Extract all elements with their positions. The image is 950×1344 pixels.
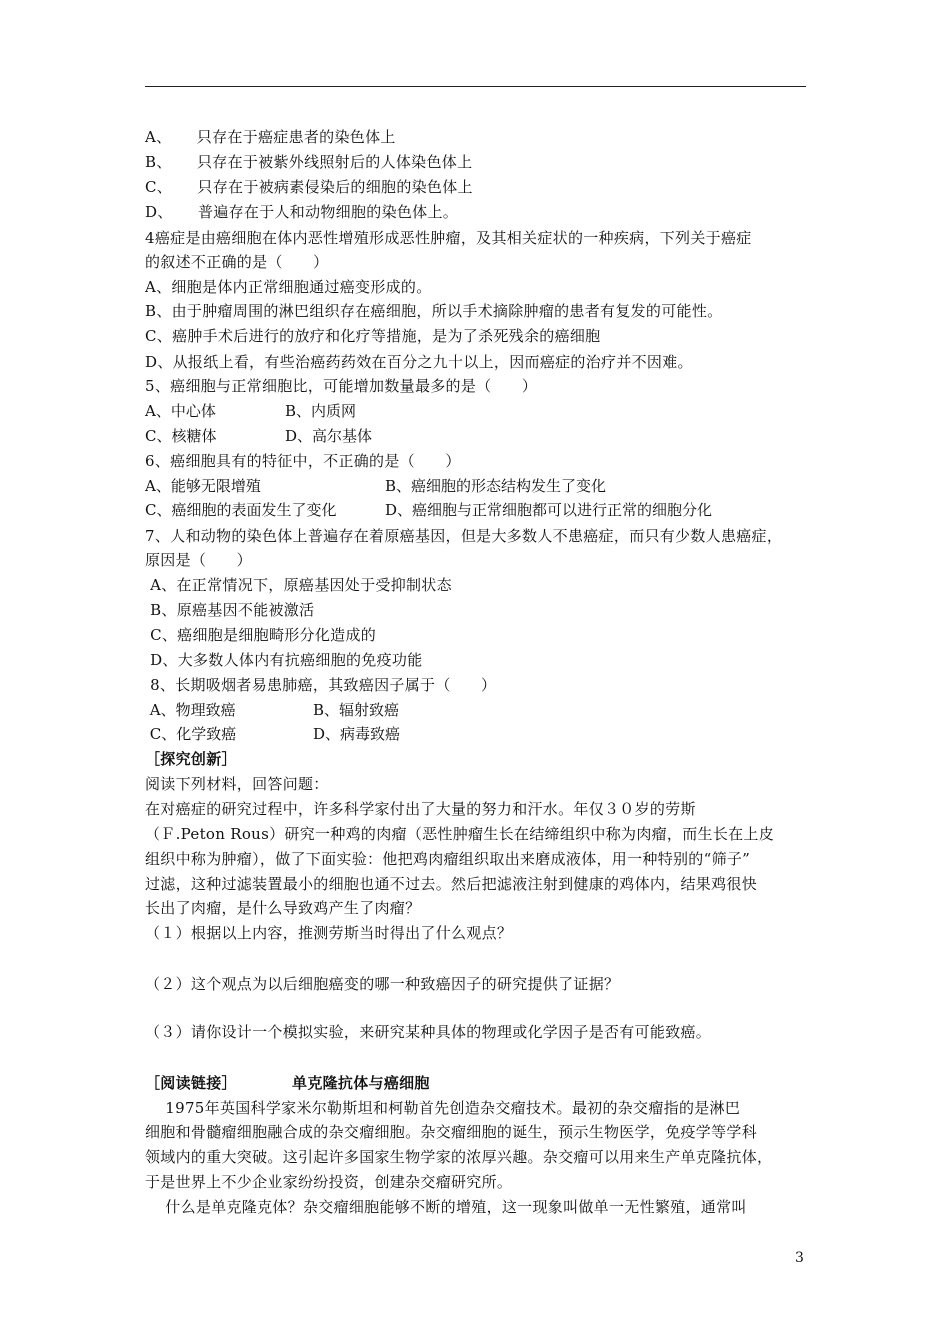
q5-option-b: B、内质网 (285, 402, 357, 420)
q4-option-b: B、由于肿瘤周围的淋巴组织存在癌细胞，所以手术摘除肿瘤的患者有复发的可能性。 (145, 302, 723, 320)
q8-option-c: C、化学致癌 (145, 725, 237, 743)
option-b: B、 只存在于被紫外线照射后的人体染色体上 (145, 153, 473, 171)
sub-question-2: （２）这个观点为以后细胞癌变的哪一种致癌因子的研究提供了证据？ (145, 975, 620, 993)
question-5: 5、癌细胞与正常细胞比，可能增加数量最多的是（ ） (145, 377, 538, 395)
q4-option-d: D、从报纸上看，有些治癌药药效在百分之九十以上，因而癌症的治疗并不因难。 (145, 353, 693, 371)
article-line-1: 1975年英国科学家米尔勒斯坦和柯勒首先创造杂交瘤技术。最初的杂交瘤指的是淋巴 (145, 1099, 741, 1117)
q7-option-c: C、癌细胞是细胞畸形分化造成的 (145, 626, 377, 644)
q7-option-a: A、在正常情况下，原癌基因处于受抑制状态 (145, 576, 452, 594)
article-line-3: 领域内的重大突破。这引起许多国家生物学家的浓厚兴趣。杂交瘤可以用来生产单克隆抗体， (145, 1148, 773, 1166)
q4-option-c: C、癌肿手术后进行的放疗和化疗等措施，是为了杀死残余的癌细胞 (145, 327, 601, 345)
q7-option-b: B、原癌基因不能被激活 (145, 601, 315, 619)
passage-line-2: （Ｆ.Peton Rous）研究一种鸡的肉瘤（恶性肿瘤生长在结缔组织中称为肉瘤，而生长在上皮 (145, 825, 775, 843)
reading-instruction: 阅读下列材料，回答问题： (145, 775, 329, 793)
q8-option-d: D、病毒致癌 (313, 725, 401, 743)
question-8: 8、长期吸烟者易患肺癌，其致癌因子属于（ ） (145, 676, 497, 694)
q8-option-b: B、辐射致癌 (313, 701, 400, 719)
passage-line-3: 组织中称为肿瘤），做了下面实验：他把鸡肉瘤组织取出来磨成液体，用一种特别的“筛子” (145, 850, 751, 868)
q6-option-d: D、癌细胞与正常细胞都可以进行正常的细胞分化 (385, 501, 713, 519)
option-a: A、 只存在于癌症患者的染色体上 (145, 128, 396, 146)
option-c: C、 只存在于被病素侵染后的细胞的染色体上 (145, 178, 473, 196)
option-d: D、 普遍存在于人和动物细胞的染色体上。 (145, 203, 459, 221)
question-7-line2: 原因是（ ） (145, 551, 252, 569)
q6-option-b: B、癌细胞的形态结构发生了变化 (385, 477, 607, 495)
passage-line-5: 长出了肉瘤，是什么导致鸡产生了肉瘤？ (145, 899, 421, 917)
article-line-2: 细胞和骨髓瘤细胞融合成的杂交瘤细胞。杂交瘤细胞的诞生，预示生物医学，免疫学等学科 (145, 1123, 758, 1141)
article-line-5: 什么是单克隆克体？杂交瘤细胞能够不断的增殖，这一现象叫做单一无性繁殖，通常叫 (145, 1198, 747, 1216)
q7-option-d: D、大多数人体内有抗癌细胞的免疫功能 (145, 651, 423, 669)
q5-option-a: A、中心体 (145, 402, 216, 420)
q5-option-c: C、核糖体 (145, 427, 217, 445)
sub-question-3: （３）请你设计一个模拟实验，来研究某种具体的物理或化学因子是否有可能致癌。 (145, 1023, 712, 1041)
question-7-line1: 7、人和动物的染色体上普遍存在着原癌基因，但是大多数人不患癌症，而只有少数人患癌症， (145, 527, 783, 545)
passage-line-4: 过滤，这种过滤装置最小的细胞也通不过去。然后把滤液注射到健康的鸡体内，结果鸡很快 (145, 875, 758, 893)
passage-line-1: 在对癌症的研究过程中，许多科学家付出了大量的努力和汗水。年仅３０岁的劳斯 (145, 800, 696, 818)
q8-option-a: A、物理致癌 (145, 701, 236, 719)
q5-option-d: D、高尔基体 (285, 427, 373, 445)
question-4-line1: 4癌症是由癌细胞在体内恶性增殖形成恶性肿瘤，及其相关症状的一种疾病，下列关于癌症 (145, 229, 752, 247)
section-heading-explore: ［探究创新］ (145, 750, 237, 768)
q6-option-a: A、能够无限增殖 (145, 477, 261, 495)
question-6: 6、癌细胞具有的特征中，不正确的是（ ） (145, 452, 461, 470)
article-line-4: 于是世界上不少企业家纷纷投资，创建杂交瘤研究所。 (145, 1173, 513, 1191)
sub-question-1: （１）根据以上内容，推测劳斯当时得出了什么观点？ (145, 924, 513, 942)
header-rule (145, 86, 806, 87)
q4-option-a: A、细胞是体内正常细胞通过癌变形成的。 (145, 278, 432, 296)
section-heading-reading-link: ［阅读链接］ 单克隆抗体与癌细胞 (145, 1074, 430, 1092)
page-number: 3 (795, 1250, 804, 1266)
q6-option-c: C、癌细胞的表面发生了变化 (145, 501, 337, 519)
question-4-line2: 的叙述不正确的是（ ） (145, 253, 329, 271)
